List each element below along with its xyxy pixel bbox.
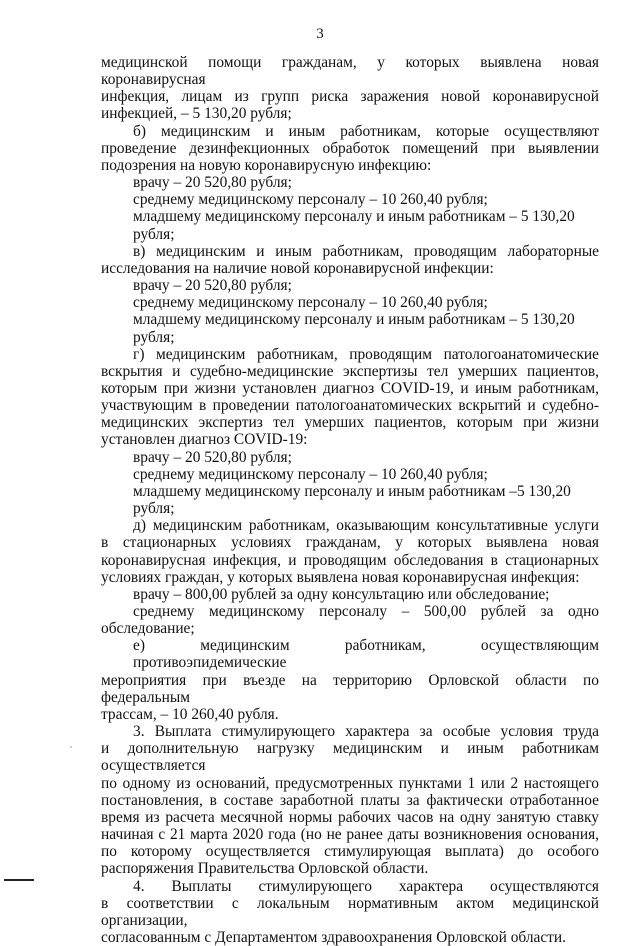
text-line: в стационарных условиях гражданам, у которых выявлена новая xyxy=(101,534,599,552)
text-line: д) медицинским работникам, оказывающим консультативные услуги xyxy=(133,517,599,535)
text-line: среднему медицинскому персоналу – 10 260,40 рубля; xyxy=(133,465,488,483)
text-line: б) медицинским и иным работникам, которые осуществляют xyxy=(133,122,599,140)
text-line: врачу – 800,00 рублей за одну консультацию или обследование; xyxy=(133,585,550,603)
text-line: младшему медицинскому персоналу и иным работникам –5 130,20 рубля; xyxy=(133,482,571,518)
text-line: среднему медицинскому персоналу – 10 260,40 рубля; xyxy=(133,294,488,312)
page-edge-mark xyxy=(4,879,34,881)
text-line: мероприятия при въезде на территорию Орловской области по федеральным xyxy=(101,671,599,706)
text-line: вскрытия и судебно-медицинские экспертизы тел умерших пациентов, xyxy=(101,362,599,380)
text-line: подозрения на новую коронавирусную инфекцию: xyxy=(101,156,432,174)
document-body xyxy=(101,54,599,946)
text-line: г) медицинским работникам, проводящим патологоанатомические xyxy=(133,345,599,363)
text-line: исследования на наличие новой коронавирусной инфекции: xyxy=(101,259,494,277)
text-line: согласованным с Департаментом здравоохранения Орловской области. xyxy=(101,928,566,946)
text-line: в соответствии с локальным нормативным актом медицинской организации, xyxy=(101,894,599,929)
text-line: 4. Выплаты стимулирующего характера осуществляются xyxy=(133,877,599,895)
text-line: медицинской помощи гражданам, у которых выявлена новая коронавирусная xyxy=(101,54,599,89)
text-line: младшему медицинскому персоналу и иным работникам – 5 130,20 рубля; xyxy=(133,208,575,243)
text-line: по одному из оснований, предусмотренных пунктами 1 или 2 настоящего xyxy=(101,774,599,792)
text-line: и дополнительную нагрузку медицинским и иным работникам осуществляется xyxy=(101,740,599,775)
text-line: начиная с 21 марта 2020 года (но не ранее даты возникновения основания, xyxy=(101,826,599,844)
text-line: установлен диагноз COVID-19: xyxy=(101,431,308,449)
text-line: среднему медицинскому персоналу – 10 260,40 рубля; xyxy=(133,191,488,209)
text-line: медицинских экспертиз тел умерших пациентов, которым при жизни xyxy=(101,414,599,432)
text-line: инфекция, лицам из групп риска заражения новой коронавирусной xyxy=(101,88,599,106)
text-line: врачу – 20 520,80 рубля; xyxy=(133,174,292,192)
text-line: врачу – 20 520,80 рубля; xyxy=(133,448,292,466)
text-line: младшему медицинскому персоналу и иным работникам – 5 130,20 рубля; xyxy=(133,311,575,346)
text-line: 3. Выплата стимулирующего характера за особые условия труда xyxy=(133,723,599,741)
text-line: врачу – 20 520,80 рубля; xyxy=(133,277,292,295)
text-line: участвующим в проведении патологоанатомических вскрытий и судебно- xyxy=(101,397,599,415)
text-line: среднему медицинскому персоналу – 500,00 рублей за одно xyxy=(133,603,599,620)
text-line: время из расчета месячной нормы рабочих часов на одну занятую ставку xyxy=(101,808,599,826)
text-line: инфекцией, – 5 130,20 рубля; xyxy=(101,105,292,123)
text-line: постановления, в составе заработной платы за фактически отработанное xyxy=(101,791,599,809)
text-line: обследование; xyxy=(101,620,195,638)
page-number: 3 xyxy=(316,26,324,42)
text-line: проведение дезинфекционных обработок помещений при выявлении xyxy=(101,139,599,157)
text-line: условиях граждан, у которых выявлена новая коронавирусная инфекция: xyxy=(101,568,580,586)
text-line: коронавирусная инфекция, и проводящим обследования в стационарных xyxy=(101,551,599,569)
text-line: распоряжения Правительства Орловской области. xyxy=(101,860,429,878)
text-line: по которому осуществляется стимулирующая выплата) до особого xyxy=(101,843,599,861)
text-line: в) медицинским и иным работникам, проводящим лабораторные xyxy=(133,242,599,260)
text-line: е) медицинским работникам, осуществляющим противоэпидемические xyxy=(133,637,599,672)
text-line: которым при жизни установлен диагноз COVID-19, и иным работникам, xyxy=(101,379,599,397)
scan-speck xyxy=(70,746,72,748)
text-line: трассам, – 10 260,40 рубля. xyxy=(101,705,279,723)
